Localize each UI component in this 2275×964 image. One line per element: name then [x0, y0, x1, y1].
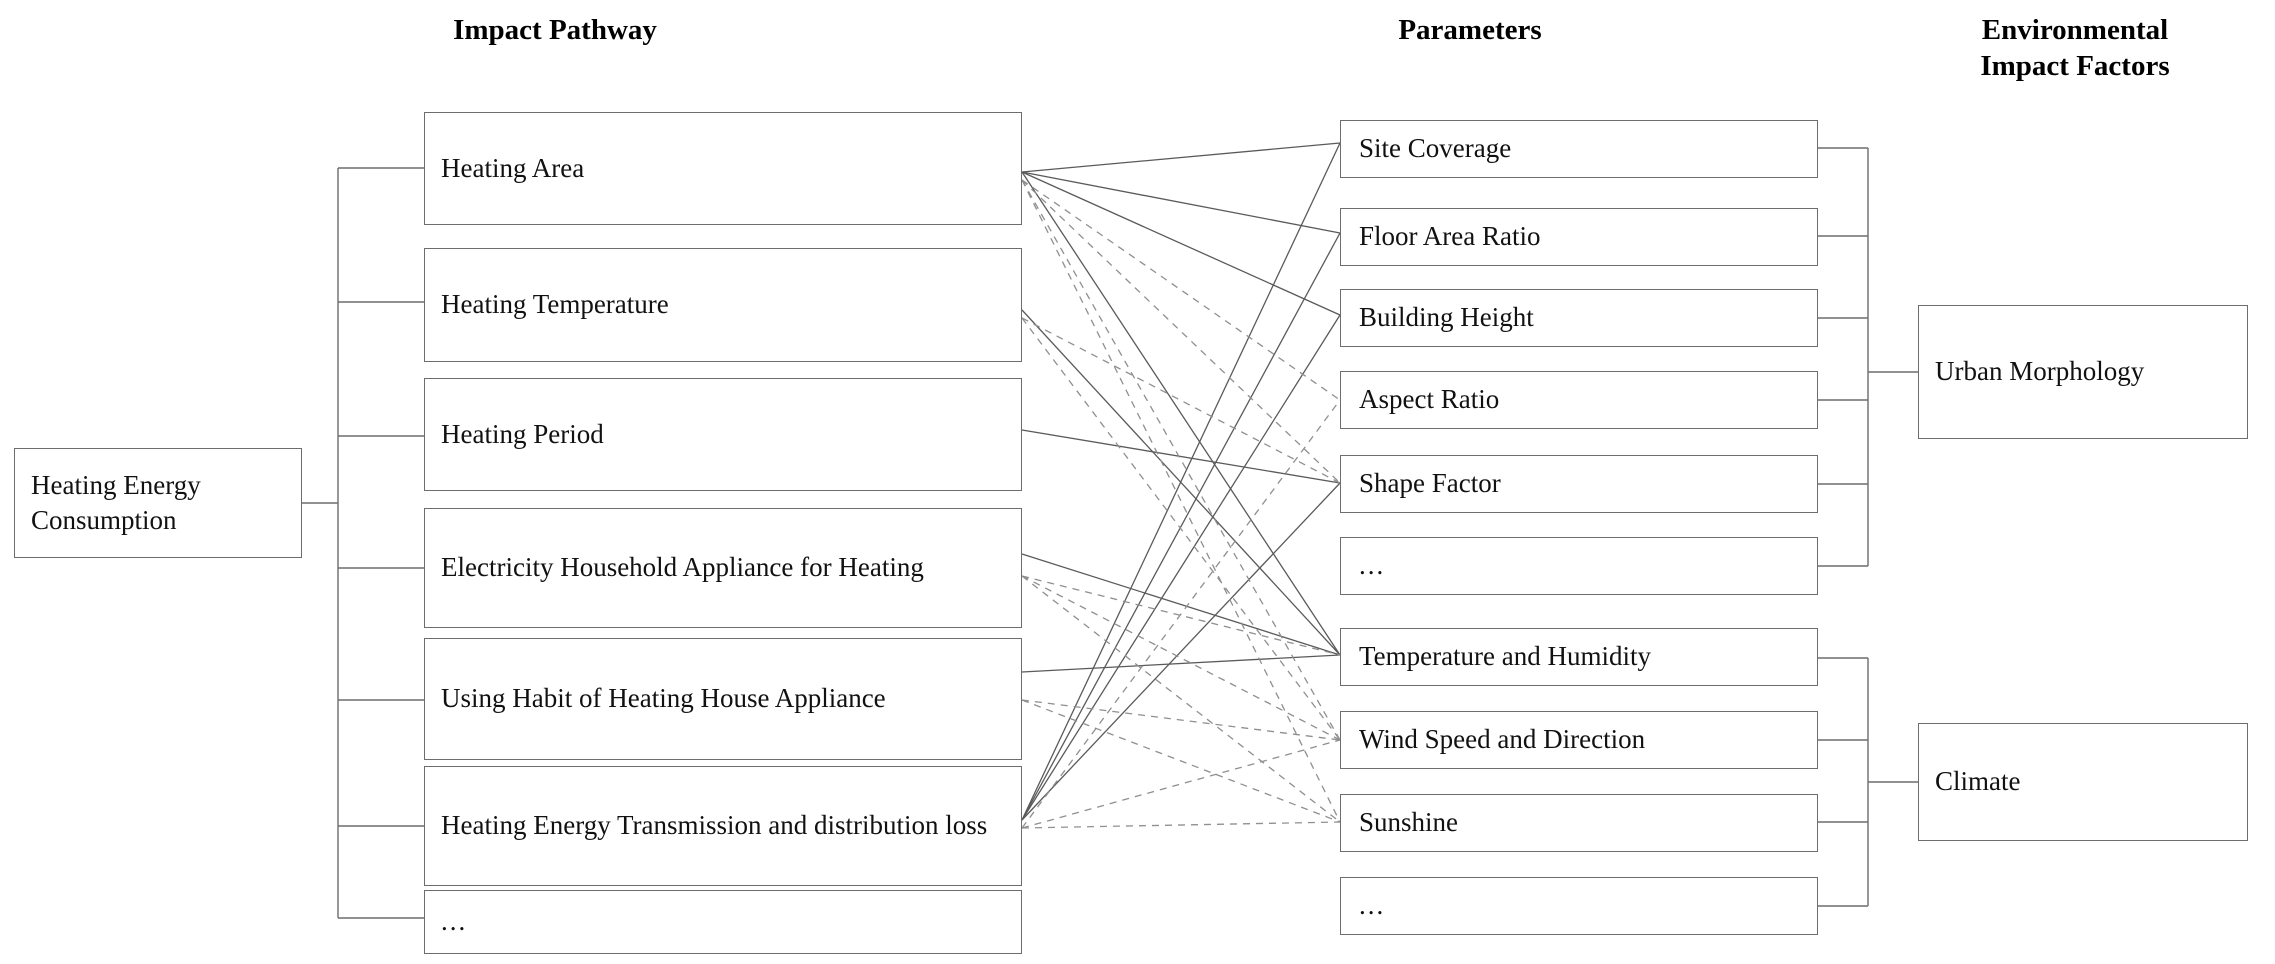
column-header-environmental-line1: Environmental	[1981, 14, 2169, 46]
column-header-parameters	[1340, 12, 1600, 48]
node-temperature-and-humidity-label: Temperature and Humidity	[1359, 641, 1652, 672]
node-heating-area[interactable]	[424, 112, 1022, 225]
node-heating-energy-transmission-and-distribution-loss[interactable]	[424, 766, 1022, 886]
node-building-height[interactable]	[1340, 289, 1818, 347]
node-heating-period-label: Heating Period	[441, 418, 604, 449]
node-sunshine-label: Sunshine	[1359, 807, 1459, 838]
node-site-coverage-label: Site Coverage	[1359, 133, 1512, 164]
node-urban-morphology[interactable]	[1918, 305, 2248, 439]
node-impact-pathway-more-label: ...	[441, 906, 468, 937]
node-temperature-and-humidity[interactable]	[1340, 628, 1818, 686]
node-climate-label: Climate	[1935, 766, 2021, 797]
node-climate-more-label: ...	[1359, 890, 1386, 921]
node-root-line1: Heating Energy	[31, 469, 201, 500]
node-morphology-more-label: ...	[1359, 550, 1386, 581]
node-wind-speed-and-direction-label: Wind Speed and Direction	[1359, 724, 1646, 755]
node-morphology-more[interactable]	[1340, 537, 1818, 595]
node-heating-temperature[interactable]	[424, 248, 1022, 362]
node-wind-speed-and-direction[interactable]	[1340, 711, 1818, 769]
node-heating-area-label: Heating Area	[441, 152, 585, 183]
node-shape-factor-label: Shape Factor	[1359, 468, 1501, 499]
node-root-line2: Consumption	[31, 505, 177, 535]
node-electricity-household-appliance-for-heating[interactable]	[424, 508, 1022, 628]
node-heating-energy-transmission-loss-label: Heating Energy Transmission and distribution loss	[441, 810, 988, 841]
node-aspect-ratio-label: Aspect Ratio	[1359, 384, 1500, 415]
node-site-coverage[interactable]	[1340, 120, 1818, 178]
column-header-environmental-impact-factors	[1900, 12, 2250, 85]
node-electricity-household-appliance-for-heating-label: Electricity Household Appliance for Heating	[441, 552, 924, 583]
node-floor-area-ratio-label: Floor Area Ratio	[1359, 221, 1541, 252]
node-heating-period[interactable]	[424, 378, 1022, 491]
column-header-environmental-line2: Impact Factors	[1980, 50, 2170, 83]
column-header-impact-pathway-label: Impact Pathway	[453, 14, 657, 46]
node-using-habit-of-heating-house-appliance[interactable]	[424, 638, 1022, 760]
node-climate[interactable]	[1918, 723, 2248, 841]
node-aspect-ratio[interactable]	[1340, 371, 1818, 429]
node-heating-energy-consumption[interactable]	[14, 448, 302, 558]
node-floor-area-ratio[interactable]	[1340, 208, 1818, 266]
node-sunshine[interactable]	[1340, 794, 1818, 852]
node-urban-morphology-label: Urban Morphology	[1935, 356, 2145, 387]
column-header-parameters-label: Parameters	[1398, 14, 1542, 46]
column-header-impact-pathway	[430, 12, 680, 48]
node-climate-more[interactable]	[1340, 877, 1818, 935]
node-impact-pathway-more[interactable]	[424, 890, 1022, 954]
node-using-habit-of-heating-house-appliance-label: Using Habit of Heating House Appliance	[441, 683, 886, 714]
node-building-height-label: Building Height	[1359, 302, 1534, 333]
node-shape-factor[interactable]	[1340, 455, 1818, 513]
node-heating-temperature-label: Heating Temperature	[441, 289, 669, 320]
